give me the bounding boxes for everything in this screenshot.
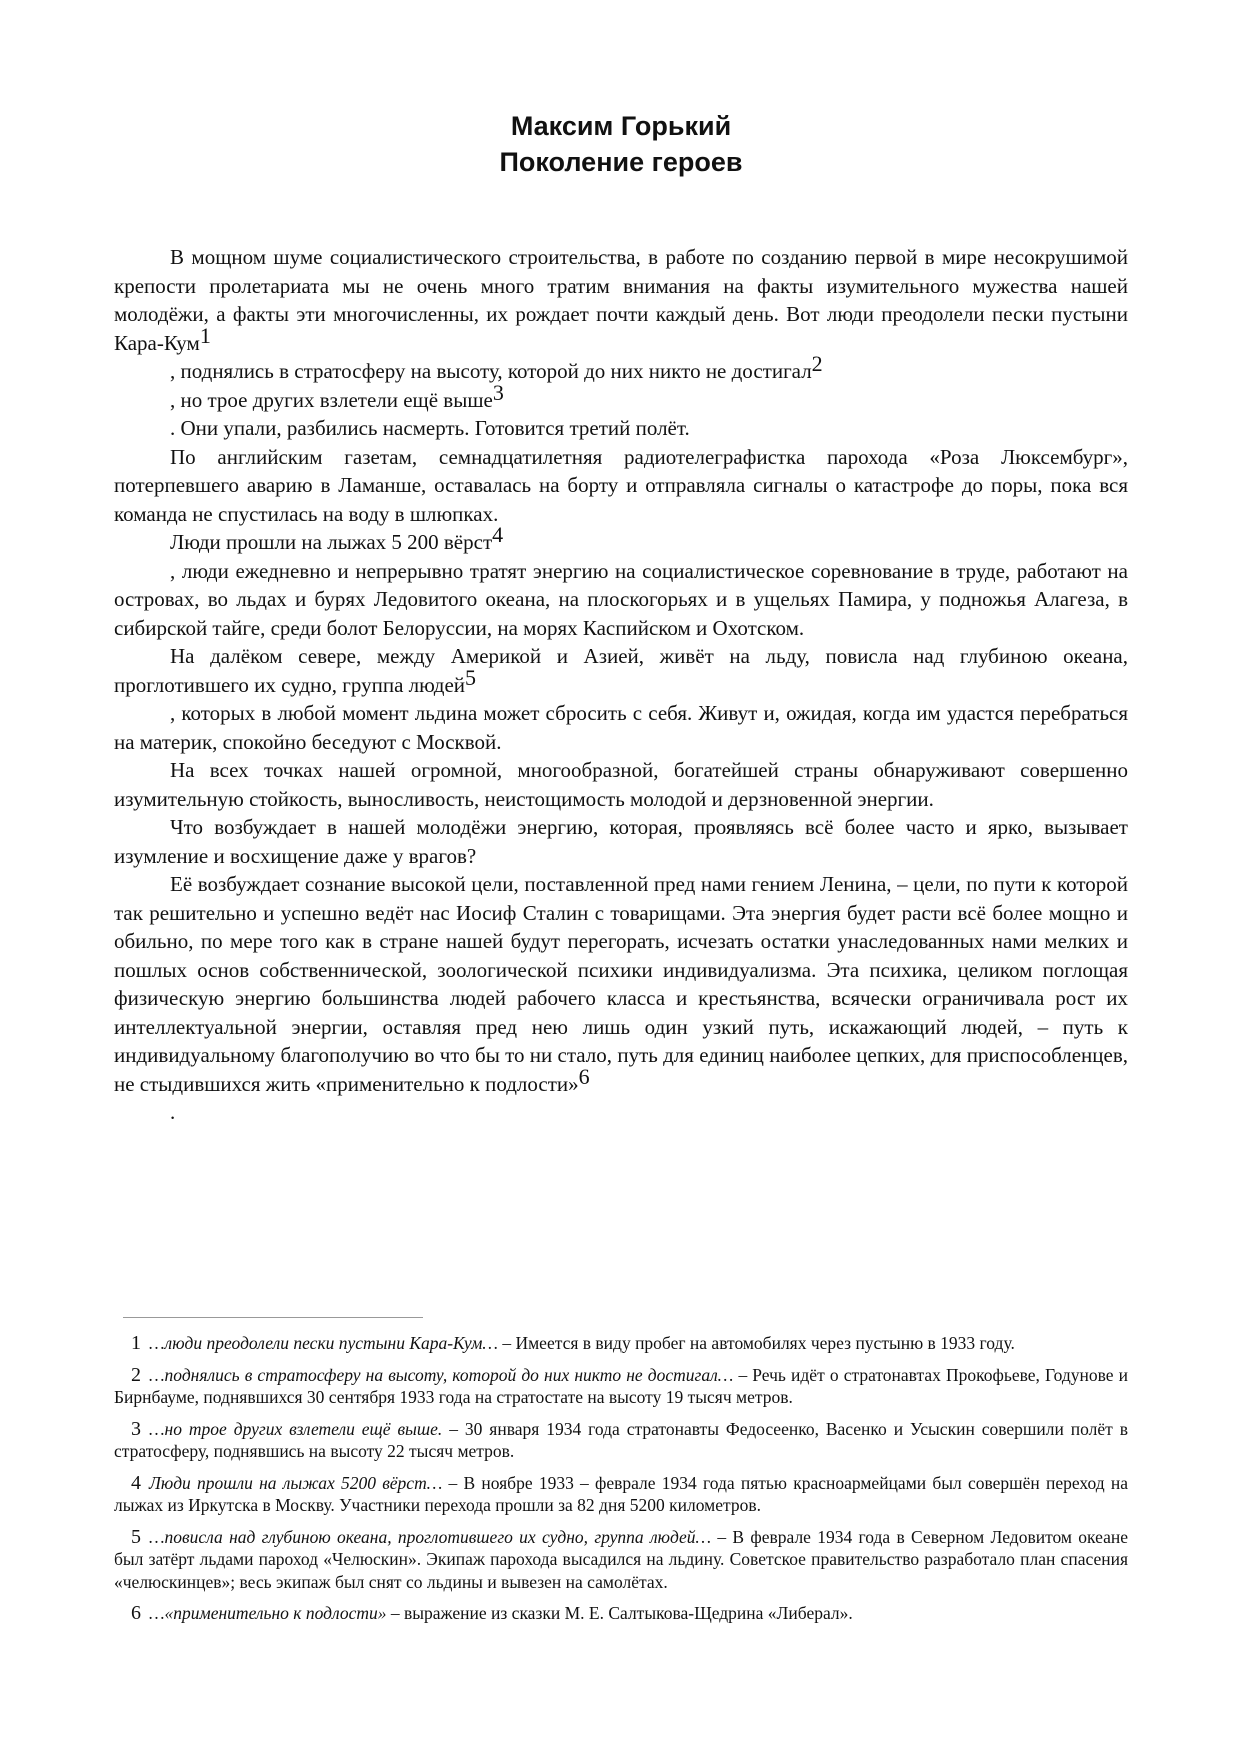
work-title: Поколение героев	[499, 147, 743, 177]
footnote-quote: …повисла над глубиною океана, проглотившего их судно, группа людей…	[149, 1526, 712, 1547]
footnotes	[114, 1332, 1128, 1634]
paragraph: Люди прошли на лыжах 5 200 вёрст$^4$	[170, 522, 504, 554]
paragraph: , которых в любой момент льдина может сбросить с себя. Живут и, ожидая, когда им удастся перебраться на материк, спокойно беседуют с Москвой.	[114, 701, 1128, 754]
footnote-number: 2	[131, 1363, 141, 1386]
footnote-quote: …поднялись в стратосферу на высоту, которой до них никто не достигал…	[149, 1364, 734, 1385]
footnote-number: 4	[131, 1471, 141, 1494]
paragraph: Её возбуждает сознание высокой цели, поставленной пред нами гением Ленина, – цели, по пути к которой так решительно и успешно ведёт нас Иосиф Сталин с товарищами. Эта энергия будет расти всё более мощно и обильно, по мере того как в стране нашей будут перегорать, исчезать остатки унаследованных нами мелких и пошлых основ собственнической, зоологической психики индивидуализма. Эта психика, целиком поглощая физическую энергию большинства людей рабочего класса и крестьянства, всячески ограничивала рост их интеллектуальной энергии, оставляя пред нею лишь один узкий путь, искажающий людей, – путь к индивидуальному благополучию во что бы то ни стало, путь для единиц наиболее цепких, для приспособленцев, не стыдившихся жить «применительно к подлости»$^6$	[114, 872, 1128, 1096]
footnote-ref-5[interactable]: 5	[465, 664, 477, 690]
footnote-ref-2[interactable]: 2	[811, 351, 823, 376]
footnote-quote: …люди преодолели пески пустыни Кара-Кум…	[149, 1333, 498, 1353]
body-text	[114, 243, 1128, 1132]
footnote-ref-1[interactable]: 1	[199, 322, 211, 348]
footnote-separator	[123, 1317, 423, 1318]
paragraph: , поднялись в стратосферу на высоту, которой до них никто не достигал$^2$	[170, 351, 823, 383]
footnote-ref-6[interactable]: 6	[578, 1063, 590, 1089]
footnote-number: 5	[131, 1525, 141, 1548]
footnote-quote: …но трое других взлетели ещё выше.	[149, 1418, 443, 1439]
paragraph: В мощном шуме социалистического строительства, в работе по созданию первой в мире несокрушимой крепости пролетариата мы не очень много тратим внимания на факты изумительного мужества нашей молодёжи, а факты эти многочисленны, их рождает почти каждый день. Вот люди преодолели пески пустыни Кара-Кум$^1$	[114, 245, 1128, 355]
footnote-text: – 30 января 1934 года стратонавты Федосеенко, Васенко и Усыскин совершили полёт в стратосферу, поднявшись на высоту 22 тысяч метров.	[114, 1418, 1129, 1461]
footnote	[114, 1364, 1128, 1409]
paragraph: По английским газетам, семнадцатилетняя радиотелеграфистка парохода «Роза Люксембург», потерпевшего аварию в Ламанше, оставалась на борту и отправляла сигналы о катастрофе до поры, пока вся команда не спустилась на воду в шлюпках.	[114, 444, 1128, 526]
footnote-ref-3[interactable]: 3	[492, 379, 504, 405]
footnote	[114, 1602, 1128, 1625]
paragraph: Что возбуждает в нашей молодёжи энергию, которая, проявляясь всё более часто и ярко, вызывает изумление и восхищение даже у врагов?	[114, 815, 1128, 868]
footnote	[114, 1332, 1128, 1355]
footnote-number: 1	[131, 1332, 141, 1354]
footnote-number: 3	[131, 1417, 141, 1440]
title-block	[0, 108, 1242, 180]
footnote-quote: …«применительно к подлости»	[149, 1603, 387, 1623]
footnote	[114, 1472, 1128, 1517]
footnote-text: – Речь идёт о стратонавтах Прокофьеве, Годунове и Бирнбауме, поднявшихся 30 сентября 1933 года на стратостате на высоту 19 тысяч метров.	[114, 1364, 1129, 1407]
trailing-dot: .	[170, 1100, 176, 1124]
footnote	[114, 1526, 1128, 1594]
author-name: Максим Горький	[510, 111, 732, 141]
paragraph: , но трое других взлетели ещё выше$^3$	[170, 379, 504, 412]
footnote-text: – Имеется в виду пробег на автомобилях через пустыню в 1933 году.	[497, 1333, 1015, 1353]
paragraph: На всех точках нашей огромной, многообразной, богатейшей страны обнаруживают совершенно изумительную стойкость, выносливость, неистощимость молодой и дерзновенной энергии.	[114, 758, 1128, 811]
footnote-text: – В ноябре 1933 – феврале 1934 года пятью красноармейцами был совершён переход на лыжах из Иркутска в Москву. Участники перехода прошли за 82 дня 5200 километров.	[114, 1472, 1128, 1515]
footnote-quote: Люди прошли на лыжах 5200 вёрст…	[149, 1472, 443, 1493]
footnote-text: – выражение из сказки М. Е. Салтыкова-Щедрина «Либерал».	[386, 1603, 853, 1623]
footnote	[114, 1418, 1128, 1463]
paragraph: . Они упали, разбились насмерть. Готовится третий полёт.	[170, 416, 690, 440]
footnote-number: 6	[131, 1602, 141, 1624]
footnote-text: – В феврале 1934 года в Северном Ледовитом океане был затёрт льдами пароход «Челюскин». Экипаж парохода высадился на льдину. Советское правительство разработало план спасения «челюскинцев»; весь экипаж был снят со льдины и вывезен на самолётах.	[114, 1526, 1128, 1592]
paragraph: На далёком севере, между Америкой и Азией, живёт на льду, повисла над глубиною океана, проглотившего их судно, группа людей$^5$	[114, 644, 1128, 697]
paragraph: , люди ежедневно и непрерывно тратят энергию на социалистическое соревнование в труде, работают на островах, во льдах и бурях Ледовитого океана, на плоскогорьях и в ущельях Памира, у подножья Алагеза, в сибирской тайге, среди болот Белоруссии, на морях Каспийском и Охотском.	[114, 558, 1128, 640]
footnote-ref-4[interactable]: 4	[492, 522, 504, 547]
